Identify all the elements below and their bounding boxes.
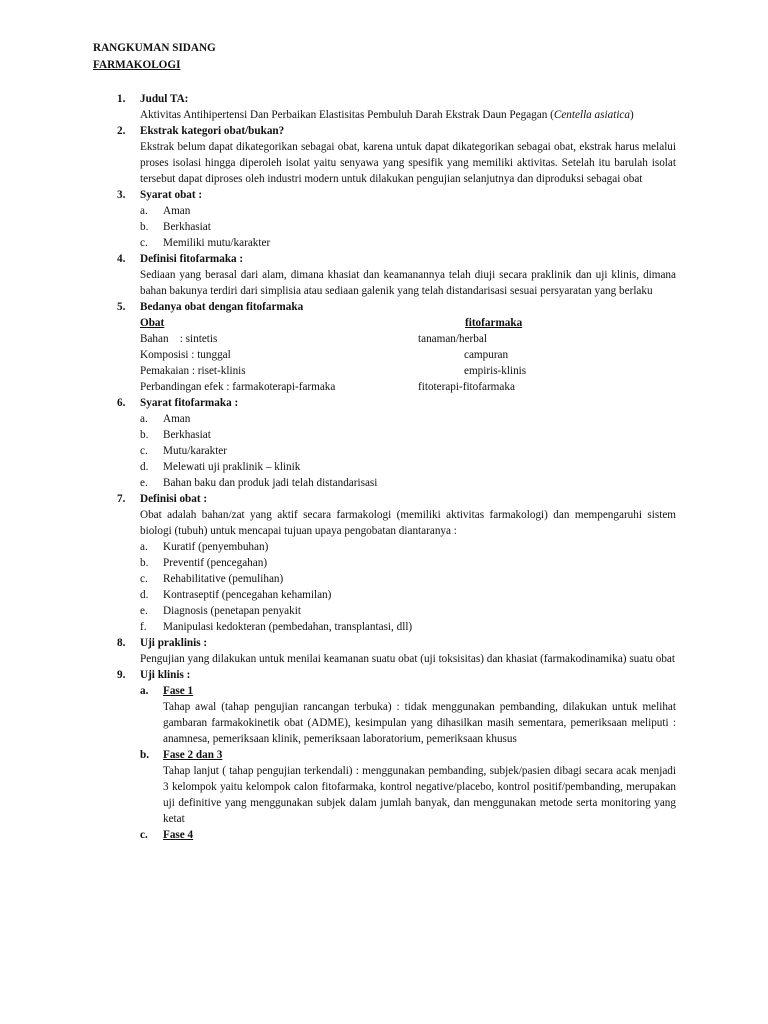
section-ekstrak-kategori (93, 123, 676, 187)
list-item (140, 555, 676, 571)
compare-right: tanaman/herbal (418, 333, 487, 345)
comparison-row (140, 379, 676, 395)
compare-left: Pemakaian : riset-klinis (140, 365, 246, 377)
section-definisi-obat (93, 491, 676, 635)
section-number: 3. (117, 189, 126, 201)
list-letter: b. (140, 557, 149, 569)
compare-left: Komposisi : tunggal (140, 349, 231, 361)
list-text: Preventif (pencegahan) (163, 557, 268, 569)
list-text: Melewati uji praklinik – klinik (163, 461, 301, 473)
phase-title: Fase 4 (163, 829, 194, 841)
section-syarat-fitofarmaka (93, 395, 676, 491)
section-title: Definisi obat : (140, 493, 208, 505)
section-title: Uji praklinis : (140, 637, 208, 649)
list-text: Aman (163, 413, 191, 425)
list-text: Manipulasi kedokteran (pembedahan, transplantasi, dll) (163, 621, 413, 633)
section-title: Syarat obat : (140, 189, 203, 201)
list-letter: c. (140, 237, 148, 249)
section-syarat-obat (93, 187, 676, 251)
section-body: Ekstrak belum dapat dikategorikan sebagai obat, karena untuk dapat dikategorikan sebagai obat, ekstrak harus melalui proses isolasi hingga diperoleh isolat yaitu senyawa yang spesifik yang memiliki aktivitas. Setelah itu barulah isolat tersebut dapat diproses oleh industri modern untuk dilakukan pengujian selanjutnya dan diproduksi sebagai obat (140, 141, 676, 185)
section-number: 1. (117, 93, 126, 105)
section-number: 8. (117, 637, 126, 649)
list-item (140, 587, 676, 603)
section-definisi-fitofarmaka (93, 251, 676, 299)
phase-title: Fase 2 dan 3 (163, 749, 223, 761)
section-number: 4. (117, 253, 126, 265)
list-letter: e. (140, 477, 148, 489)
list-item (140, 475, 676, 491)
document-subject: FARMAKOLOGI (93, 59, 181, 71)
list-item (140, 603, 676, 619)
list-letter: a. (140, 205, 148, 217)
list-text: Memiliki mutu/karakter (163, 237, 271, 249)
section-uji-klinis (93, 667, 676, 843)
phase-item (140, 747, 676, 827)
compare-head-obat: Obat (140, 317, 165, 329)
list-text: Diagnosis (penetapan penyakit (163, 605, 301, 617)
phase-text: Tahap awal (tahap pengujian rancangan terbuka) : tidak menggunakan pembanding, dilakukan untuk melihat gambaran farmakokinetik obat (ADME), kesimpulan yang dihasilkan masih sementara, pemeriksaan meliputi : anamnesa, pemeriksaan klinik, pemeriksaan laboratorium, pemeriksaan khusus (163, 701, 676, 745)
compare-left: Bahan : sintetis (140, 333, 218, 345)
list-letter: a. (140, 541, 148, 553)
section-number: 7. (117, 493, 126, 505)
list-text: Kuratif (penyembuhan) (163, 541, 269, 553)
compare-left: Perbandingan efek : farmakoterapi-farmaka (140, 381, 336, 393)
compare-right: campuran (464, 349, 509, 361)
phase-text: Tahap lanjut ( tahap pengujian terkendali) : menggunakan pembanding, subjek/pasien dibagi secara acak menjadi 3 kelompok yaitu kelompok calon fitofarmaka, kontrol negative/placebo, kontrol positif/pembanding, merupakan uji definitive yang menggunakan subjek dalam jumlah banyak, dan menggunakan metode serta monitoring yang ketat (163, 765, 676, 825)
list-letter: c. (140, 445, 148, 457)
section-title: Definisi fitofarmaka : (140, 253, 244, 265)
list-letter: c. (140, 573, 148, 585)
phase-item (140, 827, 676, 843)
section-title: Judul TA: (140, 93, 189, 105)
phase-item (140, 683, 676, 747)
list-text: Mutu/karakter (163, 445, 227, 457)
list-text: Kontraseptif (pencegahan kehamilan) (163, 589, 332, 601)
list-item (140, 571, 676, 587)
compare-right: fitoterapi-fitofarmaka (418, 381, 515, 393)
phase-letter: c. (140, 829, 148, 841)
list-item (140, 219, 676, 235)
list-item (140, 619, 676, 635)
document-content (93, 91, 676, 843)
section-body: Obat adalah bahan/zat yang aktif secara farmakologi (memiliki aktivitas farmakologi) dan mempengaruhi sistem biologi (tubuh) untuk mencapai tujuan upaya pengobatan diantaranya : (140, 509, 676, 537)
list-item (140, 539, 676, 555)
section-body: Pengujian yang dilakukan untuk menilai keamanan suatu obat (uji toksisitas) dan khasiat (farmakodinamika) suatu obat (140, 653, 676, 665)
compare-head-fitofarmaka: fitofarmaka (465, 317, 523, 329)
list-item (140, 411, 676, 427)
list-item (140, 443, 676, 459)
compare-right: empiris-klinis (464, 365, 527, 377)
section-body: Sediaan yang berasal dari alam, dimana khasiat dan keamanannya telah diuji secara praklinik dan uji klinis, dimana bahan bakunya terdiri dari simplisia atau sediaan galenik yang telah distandarisasi sesuai persyaratan yang berlaku (140, 269, 676, 297)
section-title: Uji klinis : (140, 669, 191, 681)
list-item (140, 235, 676, 251)
section-title: Ekstrak kategori obat/bukan? (140, 125, 285, 137)
document-header: RANGKUMAN SIDANG (93, 42, 216, 54)
section-uji-praklinis (93, 635, 676, 667)
thesis-title-text: Aktivitas Antihipertensi Dan Perbaikan Elastisitas Pembuluh Darah Ekstrak Daun Pegagan ( (140, 109, 554, 121)
list-letter: d. (140, 461, 149, 473)
list-text: Rehabilitative (pemulihan) (163, 573, 284, 585)
list-letter: f. (140, 621, 147, 633)
list-item (140, 427, 676, 443)
section-number: 2. (117, 125, 126, 137)
list-letter: b. (140, 429, 149, 441)
thesis-title-close: ) (630, 109, 634, 121)
list-item (140, 459, 676, 475)
section-title: Bedanya obat dengan fitofarmaka (140, 301, 304, 313)
section-bedanya-obat (93, 299, 676, 395)
section-body (140, 107, 676, 123)
list-letter: d. (140, 589, 149, 601)
list-text: Berkhasiat (163, 429, 211, 441)
comparison-row (140, 347, 676, 363)
comparison-header (140, 315, 676, 331)
list-item (140, 203, 676, 219)
section-judul-ta (93, 91, 676, 123)
list-text: Berkhasiat (163, 221, 211, 233)
phase-letter: a. (140, 685, 149, 697)
comparison-row (140, 363, 676, 379)
section-title: Syarat fitofarmaka : (140, 397, 239, 409)
list-letter: a. (140, 413, 148, 425)
list-letter: e. (140, 605, 148, 617)
list-text: Bahan baku dan produk jadi telah distandarisasi (163, 477, 378, 489)
section-number: 6. (117, 397, 126, 409)
phase-title: Fase 1 (163, 685, 194, 697)
phase-letter: b. (140, 749, 150, 761)
species-name: Centella asiatica (553, 109, 630, 121)
section-number: 5. (117, 301, 126, 313)
list-letter: b. (140, 221, 149, 233)
list-text: Aman (163, 205, 191, 217)
section-number: 9. (117, 669, 126, 681)
comparison-row (140, 331, 676, 347)
